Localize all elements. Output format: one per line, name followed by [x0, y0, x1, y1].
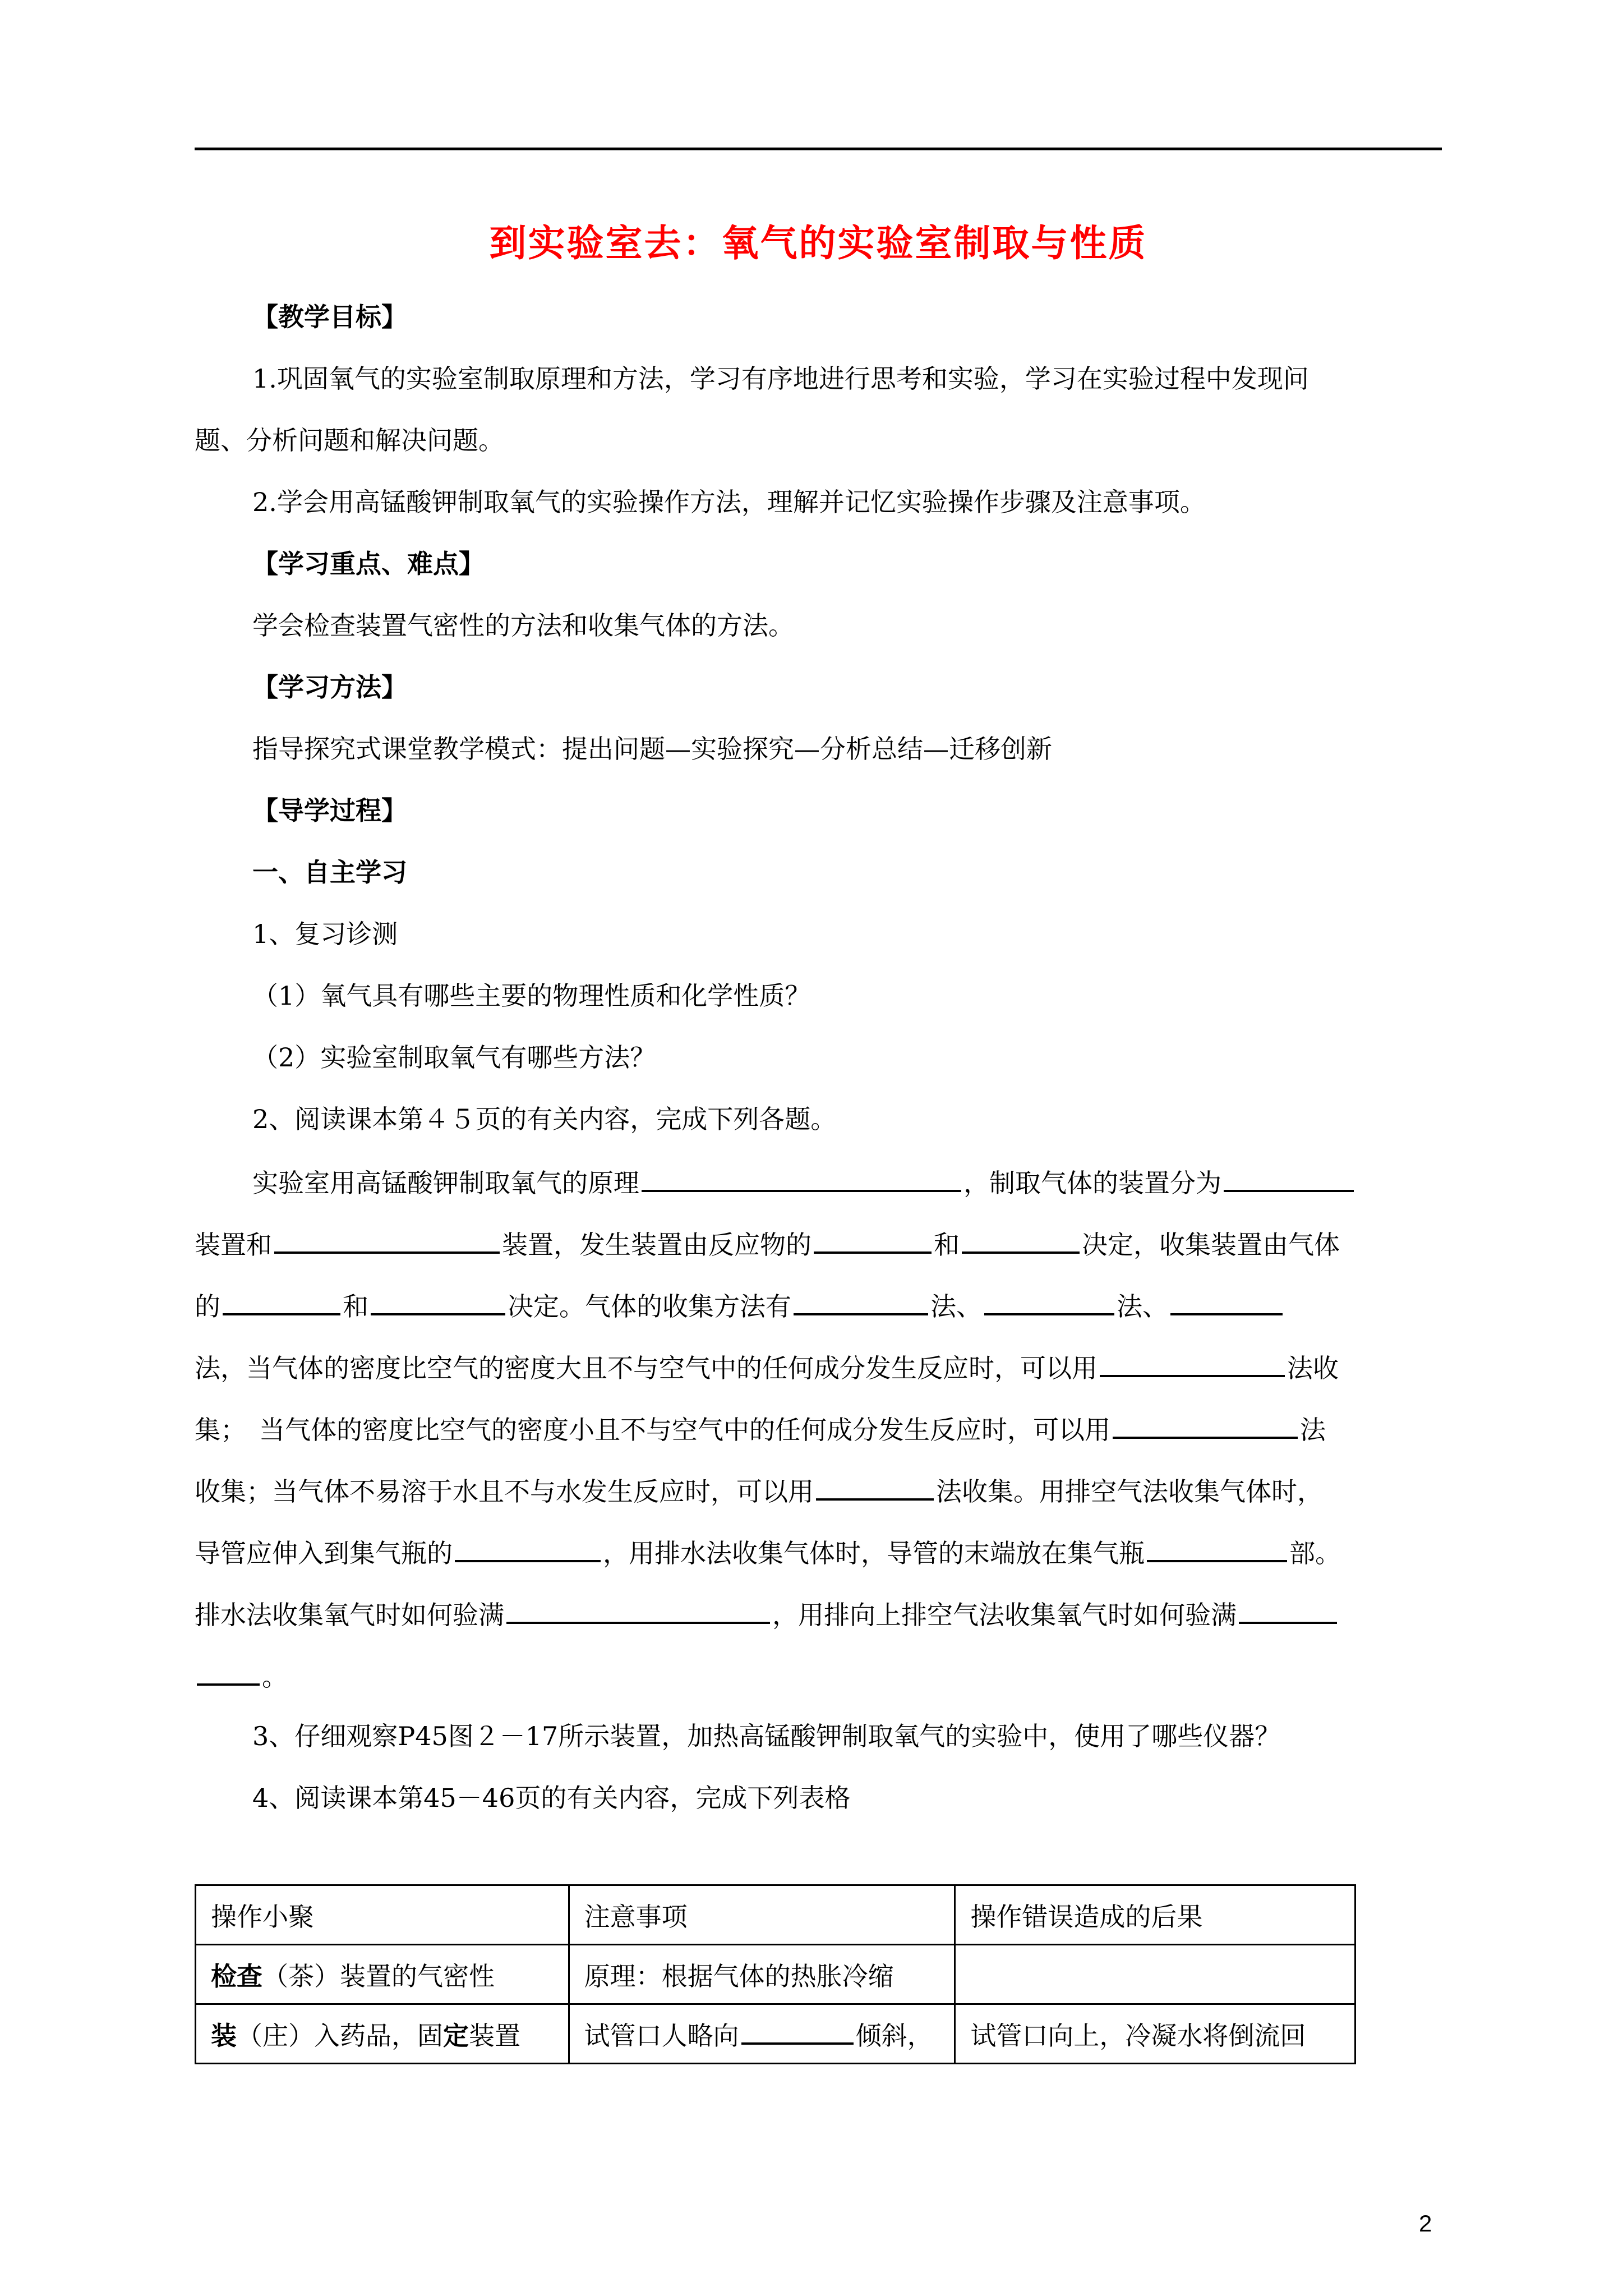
table-cell: 原理：根据气体的热胀冷缩 [569, 1945, 955, 2004]
page-title: 到实验室去：氧气的实验室制取与性质 [489, 222, 1147, 265]
question-2: （2）实验室制取氧气有哪些方法？ [252, 1042, 656, 1073]
answer-blank[interactable] [1147, 1533, 1287, 1562]
fill-line-3: 的 和 决定。气体的收集方法有 法、 法、 [195, 1286, 1442, 1324]
answer-blank[interactable] [794, 1286, 928, 1315]
answer-blank[interactable] [741, 2016, 854, 2045]
table-header-row [196, 1885, 1355, 1945]
table-header-cell: 操作小聚 [196, 1885, 569, 1945]
goal-1-line-1: 1.巩固氧气的实验室制取原理和方法，学习有序地进行思考和实验，学习在实验过程中发现问 [252, 364, 1309, 394]
answer-blank[interactable] [1170, 1286, 1283, 1315]
answer-blank[interactable] [274, 1225, 500, 1254]
table-cell: 检查（茶）装置的气密性 [196, 1945, 569, 2004]
fill-line-7: 导管应伸入到集气瓶的 ，用排水法收集气体时，导管的末端放在集气瓶 部。 [195, 1533, 1442, 1571]
fill-line-2: 装置和 装置，发生装置由反应物的 和 决定，收集装置由气体 [195, 1225, 1442, 1263]
fill-line-4: 法，当气体的密度比空气的密度大且不与空气中的任何成分发生反应时，可以用 法收 [195, 1348, 1442, 1386]
answer-blank[interactable] [1100, 1348, 1285, 1377]
header-rule [195, 148, 1442, 150]
goal-1-line-2: 题、分析问题和解决问题。 [195, 425, 504, 455]
fill-line-8: 排水法收集氧气时如何验满 ，用排向上排空气法收集氧气时如何验满 [195, 1595, 1442, 1633]
key-points-heading: 【学习重点、难点】 [252, 549, 485, 579]
table-row [196, 1945, 1355, 2004]
goals-heading: 【教学目标】 [252, 302, 407, 332]
item-1: 1、复习诊测 [252, 919, 398, 949]
fill-line-9: 。 [195, 1657, 1442, 1695]
answer-blank[interactable] [984, 1286, 1114, 1315]
answer-blank[interactable] [223, 1286, 340, 1315]
table-cell: 装（庄）入药品，固定装置 [196, 2004, 569, 2064]
table-cell[interactable] [955, 1945, 1355, 2004]
answer-blank[interactable] [197, 1657, 260, 1686]
item-3: 3、仔细观察P45图２－17所示装置，加热高锰酸钾制取氧气的实验中，使用了哪些仪器？ [252, 1721, 1281, 1751]
fill-line-5: 集； 当气体的密度比空气的密度小且不与空气中的任何成分发生反应时，可以用 法 [195, 1410, 1442, 1448]
fill-line-1: 实验室用高锰酸钾制取氧气的原理 ，制取气体的装置分为 [252, 1163, 1442, 1201]
answer-blank[interactable] [371, 1286, 505, 1315]
key-points-text: 学会检查装置气密性的方法和收集气体的方法。 [252, 610, 794, 641]
answer-blank[interactable] [814, 1225, 932, 1254]
operation-table [195, 1884, 1356, 2064]
answer-blank[interactable] [962, 1225, 1080, 1254]
answer-blank[interactable] [1113, 1410, 1298, 1439]
method-heading: 【学习方法】 [252, 672, 407, 702]
question-1: （1）氧气具有哪些主要的物理性质和化学性质？ [252, 981, 811, 1011]
method-text: 指导探究式课堂教学模式：提出问题—实验探究—分析总结—迁移创新 [252, 734, 1052, 764]
table-row [196, 2004, 1355, 2064]
answer-blank[interactable] [506, 1595, 770, 1624]
table-header-cell: 操作错误造成的后果 [955, 1885, 1355, 1945]
process-heading: 【导学过程】 [252, 795, 407, 826]
table-cell: 试管口人略向 倾斜， [569, 2004, 955, 2064]
answer-blank[interactable] [1224, 1163, 1354, 1192]
table-cell: 试管口向上，冷凝水将倒流回 [955, 2004, 1355, 2064]
goal-2: 2.学会用高锰酸钾制取氧气的实验操作方法，理解并记忆实验操作步骤及注意事项。 [252, 487, 1206, 517]
page-number: 2 [1419, 2210, 1432, 2237]
answer-blank[interactable] [1239, 1595, 1337, 1624]
part-1-heading: 一、自主学习 [252, 857, 407, 887]
item-4: 4、阅读课本第45－46页的有关内容，完成下列表格 [252, 1783, 851, 1813]
answer-blank[interactable] [816, 1471, 934, 1501]
item-2: 2、阅读课本第４５页的有关内容，完成下列各题。 [252, 1104, 837, 1134]
table-header-cell: 注意事项 [569, 1885, 955, 1945]
fill-line-6: 收集；当气体不易溶于水且不与水发生反应时，可以用 法收集。用排空气法收集气体时， [195, 1471, 1442, 1510]
answer-blank[interactable] [455, 1533, 601, 1562]
answer-blank[interactable] [642, 1163, 961, 1192]
